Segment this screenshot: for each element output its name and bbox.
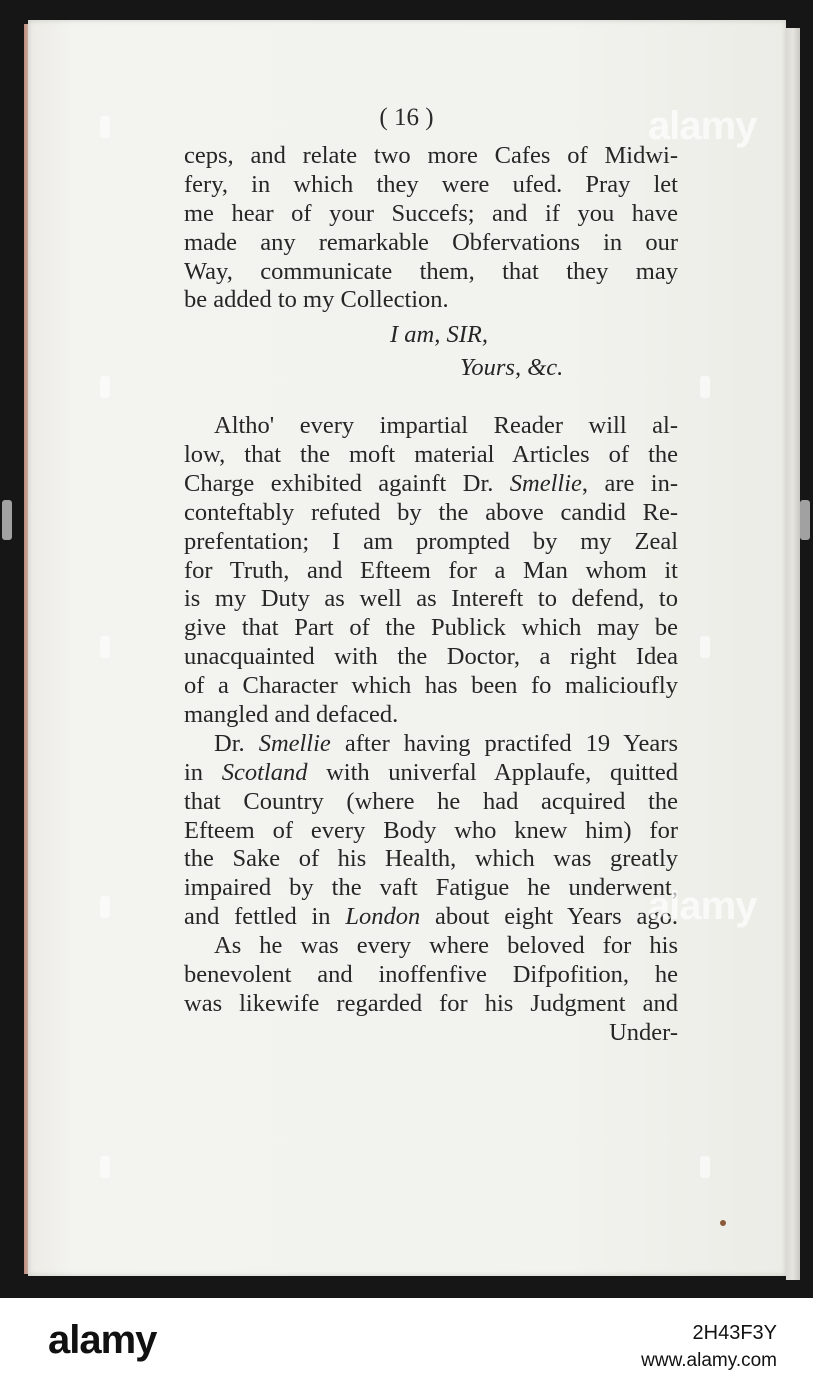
watermark-mark bbox=[800, 500, 810, 540]
text-line: fery, in which they were ufed. Pray let bbox=[184, 170, 678, 198]
text-line: in Scotland with univerfal Applaufe, quitted bbox=[184, 758, 678, 786]
text-line: that Country (where he had acquired the bbox=[184, 787, 678, 815]
text-line: Dr. Smellie after having practifed 19 Years bbox=[214, 729, 678, 757]
watermark-mark bbox=[100, 636, 110, 658]
text-line: for Truth, and Efteem for a Man whom it bbox=[184, 556, 678, 584]
text-line: the Sake of his Health, which was greatly bbox=[184, 845, 678, 873]
paper-speck bbox=[720, 1220, 726, 1226]
next-page-edge bbox=[786, 28, 800, 1280]
watermark-overlay: alamy bbox=[648, 104, 757, 148]
text-line: impaired by the vaft Fatigue he underwent, bbox=[184, 874, 678, 902]
text-line: ceps, and relate two more Cafes of Midwi- bbox=[184, 142, 678, 169]
paragraph-gap bbox=[184, 383, 678, 412]
page-number: ( 16 ) bbox=[379, 104, 434, 131]
text-line: low, that the moft material Articles of the bbox=[184, 441, 678, 469]
text-line: Charge exhibited againft Dr. Smellie, are in- bbox=[184, 469, 679, 497]
text-line: was likewife regarded for his Judgment and bbox=[184, 989, 678, 1017]
text-line: unacquainted with the Doctor, a right Idea bbox=[184, 643, 678, 671]
body-text bbox=[184, 142, 678, 1048]
catchword: Under- bbox=[609, 1018, 678, 1046]
watermark-mark bbox=[100, 1156, 110, 1178]
text-line: and fettled in London about eight Years ago. bbox=[184, 903, 678, 931]
image-id: 2H43F3Y bbox=[692, 1322, 777, 1344]
alamy-logo: alamy bbox=[48, 1318, 157, 1362]
text-line: prefentation; I am prompted by my Zeal bbox=[184, 527, 678, 555]
text-line: mangled and defaced. bbox=[184, 701, 399, 729]
watermark-mark bbox=[100, 896, 110, 918]
text-line: me hear of your Succefs; and if you have bbox=[184, 199, 678, 227]
text-line: Efteem of every Body who knew him) for bbox=[184, 816, 678, 844]
watermark-mark bbox=[700, 636, 710, 658]
text-line: As he was every where beloved for his bbox=[214, 932, 678, 960]
text-line: is my Duty as well as Intereft to defend, to bbox=[184, 585, 678, 613]
closing-signature: Yours, &c. bbox=[460, 354, 564, 382]
text-line: conteftably refuted by the above candid Re- bbox=[184, 498, 678, 526]
watermark-mark bbox=[100, 376, 110, 398]
text-line: benevolent and inoffenfive Difpofition, he bbox=[184, 961, 678, 989]
text-line: of a Character which has been fo malicioufly bbox=[184, 672, 678, 700]
watermark-mark bbox=[2, 500, 12, 540]
text-line: Altho' every impartial Reader will al- bbox=[214, 412, 678, 440]
closing-salutation: I am, SIR, bbox=[390, 321, 488, 349]
watermark-overlay: alamy bbox=[648, 884, 757, 928]
watermark-mark bbox=[100, 116, 110, 138]
watermark-url: www.alamy.com bbox=[641, 1350, 777, 1371]
text-line: be added to my Collection. bbox=[184, 286, 449, 314]
watermark-mark bbox=[700, 376, 710, 398]
text-line: made any remarkable Obfervations in our bbox=[184, 228, 678, 256]
text-line: give that Part of the Publick which may be bbox=[184, 614, 678, 642]
watermark-mark bbox=[700, 1156, 710, 1178]
text-line: Way, communicate them, that they may bbox=[184, 257, 678, 285]
